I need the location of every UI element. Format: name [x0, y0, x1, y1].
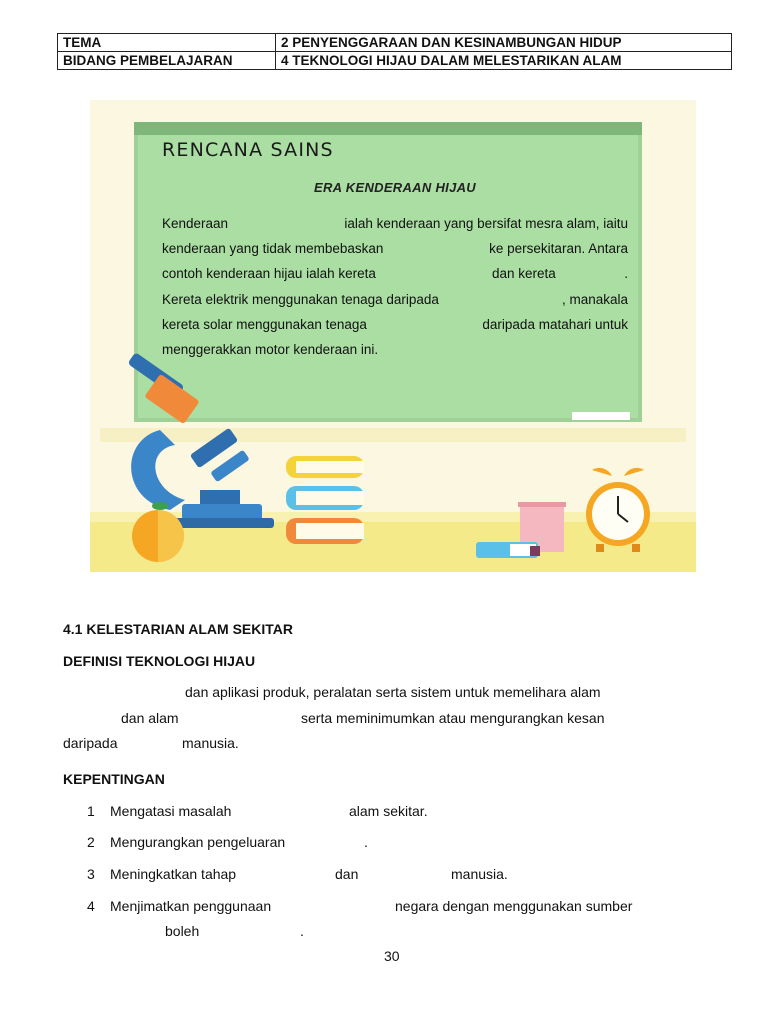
list-item-number: 2 — [87, 834, 95, 850]
board-text: Kenderaan — [162, 216, 229, 231]
list-item-text: Mengatasi masalah — [110, 803, 232, 819]
page-number: 30 — [384, 948, 400, 964]
list-item-number: 3 — [87, 866, 95, 882]
list-item-number: 4 — [87, 898, 95, 914]
list-item-text: manusia. — [451, 866, 508, 882]
board-text: kenderaan yang tidak membebaskan — [162, 241, 384, 257]
board-line — [162, 211, 628, 236]
board-text: Kereta elektrik menggunakan tenaga daripada — [162, 291, 439, 307]
header-label: TEMA — [58, 34, 276, 52]
board-top-bar — [134, 122, 642, 135]
header-value: 4 TEKNOLOGI HIJAU DALAM MELESTARIKAN ALAM — [276, 52, 732, 70]
board-text: contoh kenderaan hijau ialah kereta — [162, 266, 376, 282]
header-row-tema — [58, 34, 732, 52]
board-line — [162, 337, 628, 362]
header-value: 2 PENYENGGARAAN DAN KESINAMBUNGAN HIDUP — [276, 34, 732, 52]
definition-text: manusia. — [182, 735, 239, 751]
board-line — [162, 312, 628, 337]
definition-heading: DEFINISI TEKNOLOGI HIJAU — [63, 653, 256, 669]
definition-text: daripada — [63, 735, 118, 751]
shelf — [100, 428, 686, 442]
eraser-icon — [476, 542, 540, 558]
definition-text: dan alam — [121, 710, 179, 726]
section-heading: 4.1 KELESTARIAN ALAM SEKITAR — [63, 621, 293, 637]
header-label: BIDANG PEMBELAJARAN — [58, 52, 276, 70]
board-text: , manakala — [561, 291, 628, 307]
list-item-text: alam sekitar. — [349, 803, 428, 819]
list-item-text: Mengurangkan pengeluaran — [110, 834, 286, 850]
list-item-text: . — [300, 923, 304, 939]
board-text: dan kereta — [492, 266, 556, 282]
list-item-text: Meningkatkan tahap — [110, 866, 237, 882]
list-item-text: Menjimatkan penggunaan — [110, 898, 272, 914]
board-text: ke persekitaran. Antara — [489, 241, 628, 257]
board-text: ialah kenderaan yang bersifat mesra alam, iaitu — [344, 216, 628, 231]
header-table — [57, 33, 732, 70]
board-subtitle: ERA KENDERAAN HIJAU — [314, 180, 476, 195]
board-text: daripada matahari untuk — [482, 316, 628, 332]
books-stack-icon — [286, 456, 364, 544]
list-item-text: . — [364, 834, 368, 850]
board-text: . — [624, 266, 628, 282]
board-line — [162, 236, 628, 261]
board-text: kereta solar menggunakan tenaga — [162, 316, 367, 332]
board-title: RENCANA SAINS — [162, 139, 334, 161]
board-line — [162, 287, 628, 312]
board-paragraph — [162, 211, 628, 362]
definition-text: serta meminimumkan atau mengurangkan kesan — [301, 710, 605, 726]
header-row-bidang — [58, 52, 732, 70]
list-item-text: boleh — [165, 923, 200, 939]
board-line — [162, 261, 628, 286]
board-text: menggerakkan motor kenderaan ini. — [162, 341, 379, 357]
importance-heading: KEPENTINGAN — [63, 771, 165, 787]
list-item-text: dan — [335, 866, 359, 882]
definition-text: dan aplikasi produk, peralatan serta sistem untuk memelihara alam — [185, 684, 601, 700]
list-item-number: 1 — [87, 803, 95, 819]
list-item-text: negara dengan menggunakan sumber — [395, 898, 633, 914]
chalk-eraser — [572, 412, 630, 420]
